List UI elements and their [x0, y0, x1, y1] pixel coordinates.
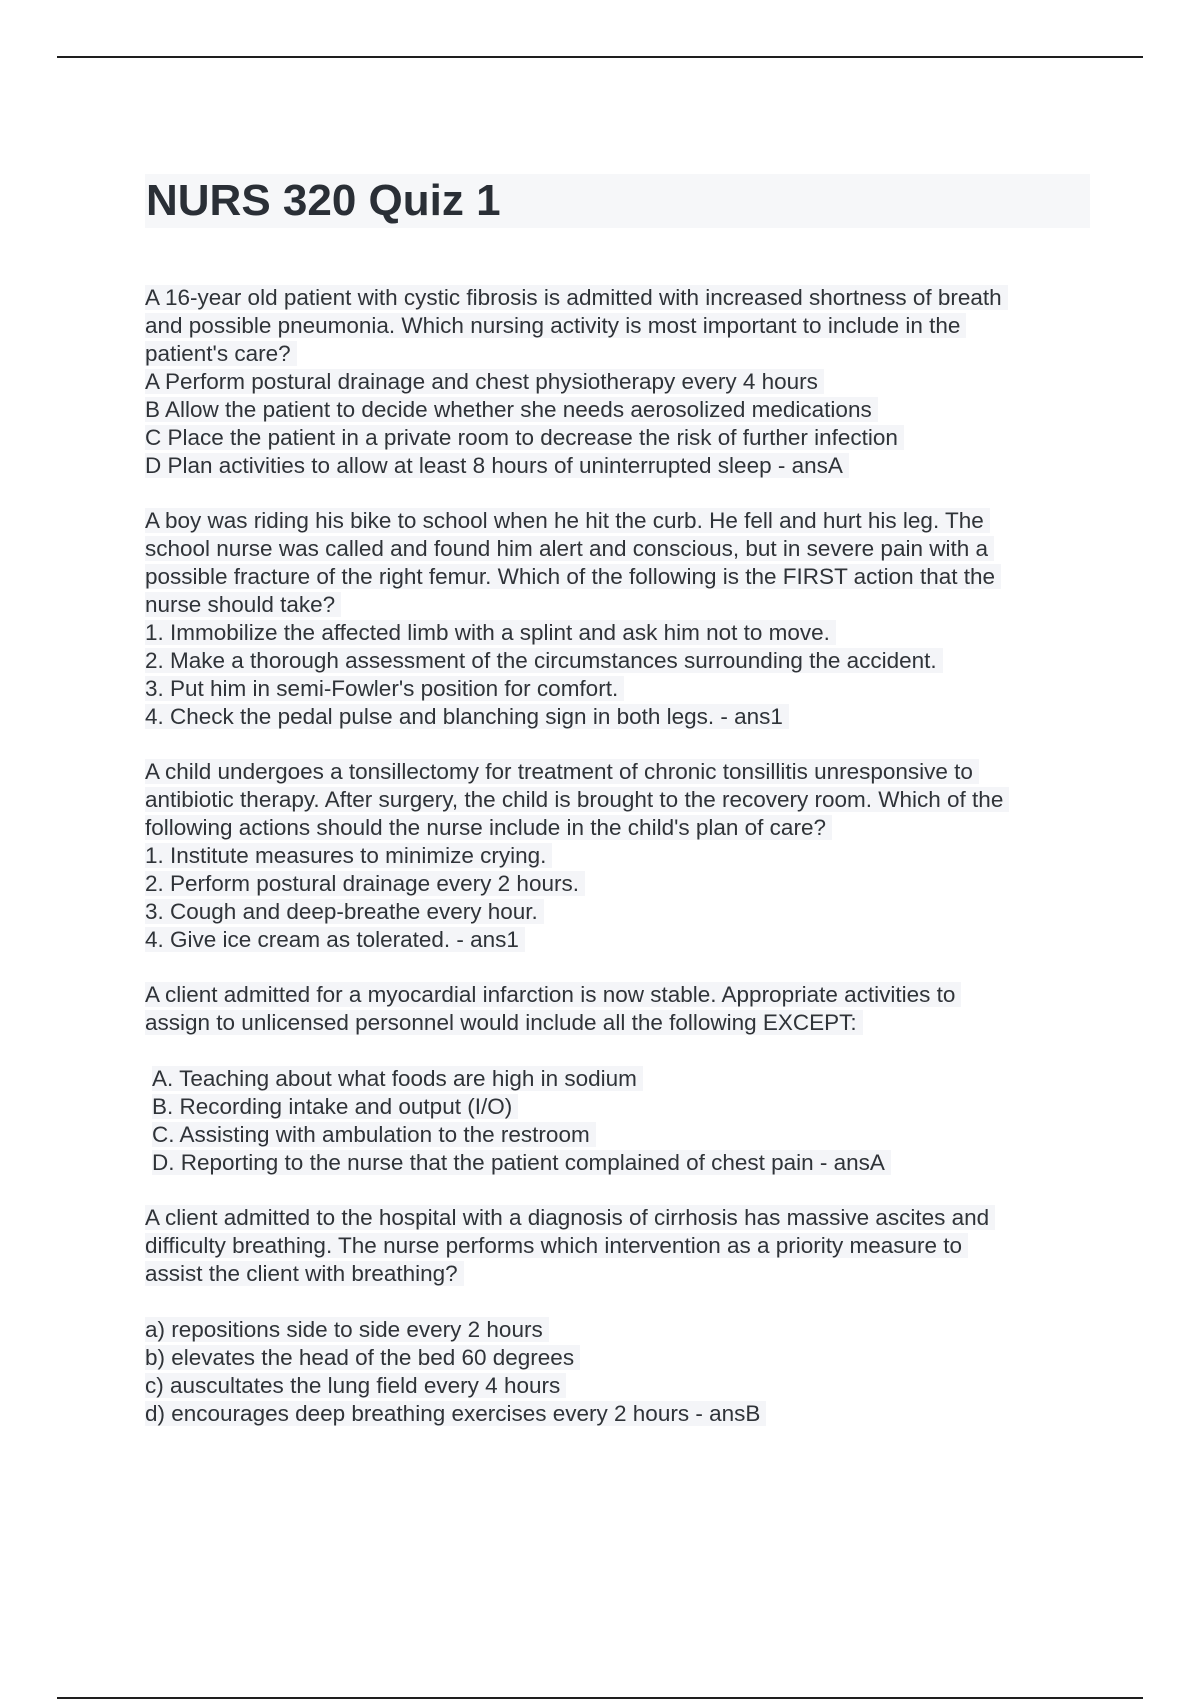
question-2 — [145, 507, 1090, 731]
question-stem — [145, 284, 1090, 368]
answer-option: c) auscultates the lung field every 4 hours — [145, 1373, 566, 1398]
answer-option: B. Recording intake and output (I/O) — [152, 1094, 518, 1119]
answer-option: A Perform postural drainage and chest physiotherapy every 4 hours — [145, 369, 824, 394]
page-title: NURS 320 Quiz 1 — [145, 174, 1090, 228]
answer-option: a) repositions side to side every 2 hours — [145, 1317, 549, 1342]
answer-option: 3. Put him in semi-Fowler's position for comfort. — [145, 676, 624, 701]
answer-option: C. Assisting with ambulation to the restroom — [152, 1122, 596, 1147]
answer-options — [145, 619, 1090, 731]
stem-line: assist the client with breathing? — [145, 1261, 464, 1286]
stem-line: patient's care? — [145, 341, 297, 366]
quiz-document — [145, 174, 1090, 1455]
spacer — [145, 1288, 1090, 1316]
answer-option: 4. Check the pedal pulse and blanching sign in both legs. - ans1 — [145, 704, 789, 729]
stem-line: A child undergoes a tonsillectomy for treatment of chronic tonsillitis unresponsive to — [145, 759, 979, 784]
stem-line: assign to unlicensed personnel would include all the following EXCEPT: — [145, 1010, 863, 1035]
question-stem — [145, 1204, 1090, 1288]
bottom-rule — [57, 1697, 1143, 1699]
question-4 — [145, 981, 1090, 1177]
stem-line: following actions should the nurse include in the child's plan of care? — [145, 815, 832, 840]
answer-option: 2. Perform postural drainage every 2 hours. — [145, 871, 585, 896]
top-rule — [57, 56, 1143, 58]
answer-option: 1. Immobilize the affected limb with a splint and ask him not to move. — [145, 620, 836, 645]
stem-line: A client admitted to the hospital with a diagnosis of cirrhosis has massive ascites and — [145, 1205, 995, 1230]
stem-line: possible fracture of the right femur. Which of the following is the FIRST action that the — [145, 564, 1001, 589]
stem-line: A client admitted for a myocardial infarction is now stable. Appropriate activities to — [145, 982, 961, 1007]
answer-option: D. Reporting to the nurse that the patient complained of chest pain - ansA — [152, 1150, 891, 1175]
answer-option: A. Teaching about what foods are high in sodium — [152, 1066, 643, 1091]
stem-line: nurse should take? — [145, 592, 341, 617]
stem-line: school nurse was called and found him alert and conscious, but in severe pain with a — [145, 536, 994, 561]
answer-option: 2. Make a thorough assessment of the circumstances surrounding the accident. — [145, 648, 943, 673]
answer-options — [145, 368, 1090, 480]
stem-line: difficulty breathing. The nurse performs which intervention as a priority measure to — [145, 1233, 968, 1258]
question-stem — [145, 758, 1090, 842]
question-1 — [145, 284, 1090, 480]
question-3 — [145, 758, 1090, 954]
stem-line: antibiotic therapy. After surgery, the child is brought to the recovery room. Which of the — [145, 787, 1009, 812]
stem-line: A boy was riding his bike to school when he hit the curb. He fell and hurt his leg. The — [145, 508, 990, 533]
answer-options — [145, 842, 1090, 954]
question-stem — [145, 981, 1090, 1037]
answer-option: b) elevates the head of the bed 60 degrees — [145, 1345, 580, 1370]
answer-option: B Allow the patient to decide whether she needs aerosolized medications — [145, 397, 878, 422]
stem-line: A 16-year old patient with cystic fibrosis is admitted with increased shortness of breath — [145, 285, 1008, 310]
answer-options — [145, 1316, 1090, 1428]
answer-option: C Place the patient in a private room to decrease the risk of further infection — [145, 425, 904, 450]
answer-option: d) encourages deep breathing exercises every 2 hours - ansB — [145, 1401, 766, 1426]
stem-line: and possible pneumonia. Which nursing activity is most important to include in the — [145, 313, 966, 338]
answer-option: 4. Give ice cream as tolerated. - ans1 — [145, 927, 525, 952]
question-stem — [145, 507, 1090, 619]
spacer — [145, 1037, 1090, 1065]
answer-option: 3. Cough and deep-breathe every hour. — [145, 899, 544, 924]
answer-options — [145, 1065, 1090, 1177]
answer-option: D Plan activities to allow at least 8 hours of uninterrupted sleep - ansA — [145, 453, 849, 478]
answer-option: 1. Institute measures to minimize crying. — [145, 843, 552, 868]
question-5 — [145, 1204, 1090, 1428]
